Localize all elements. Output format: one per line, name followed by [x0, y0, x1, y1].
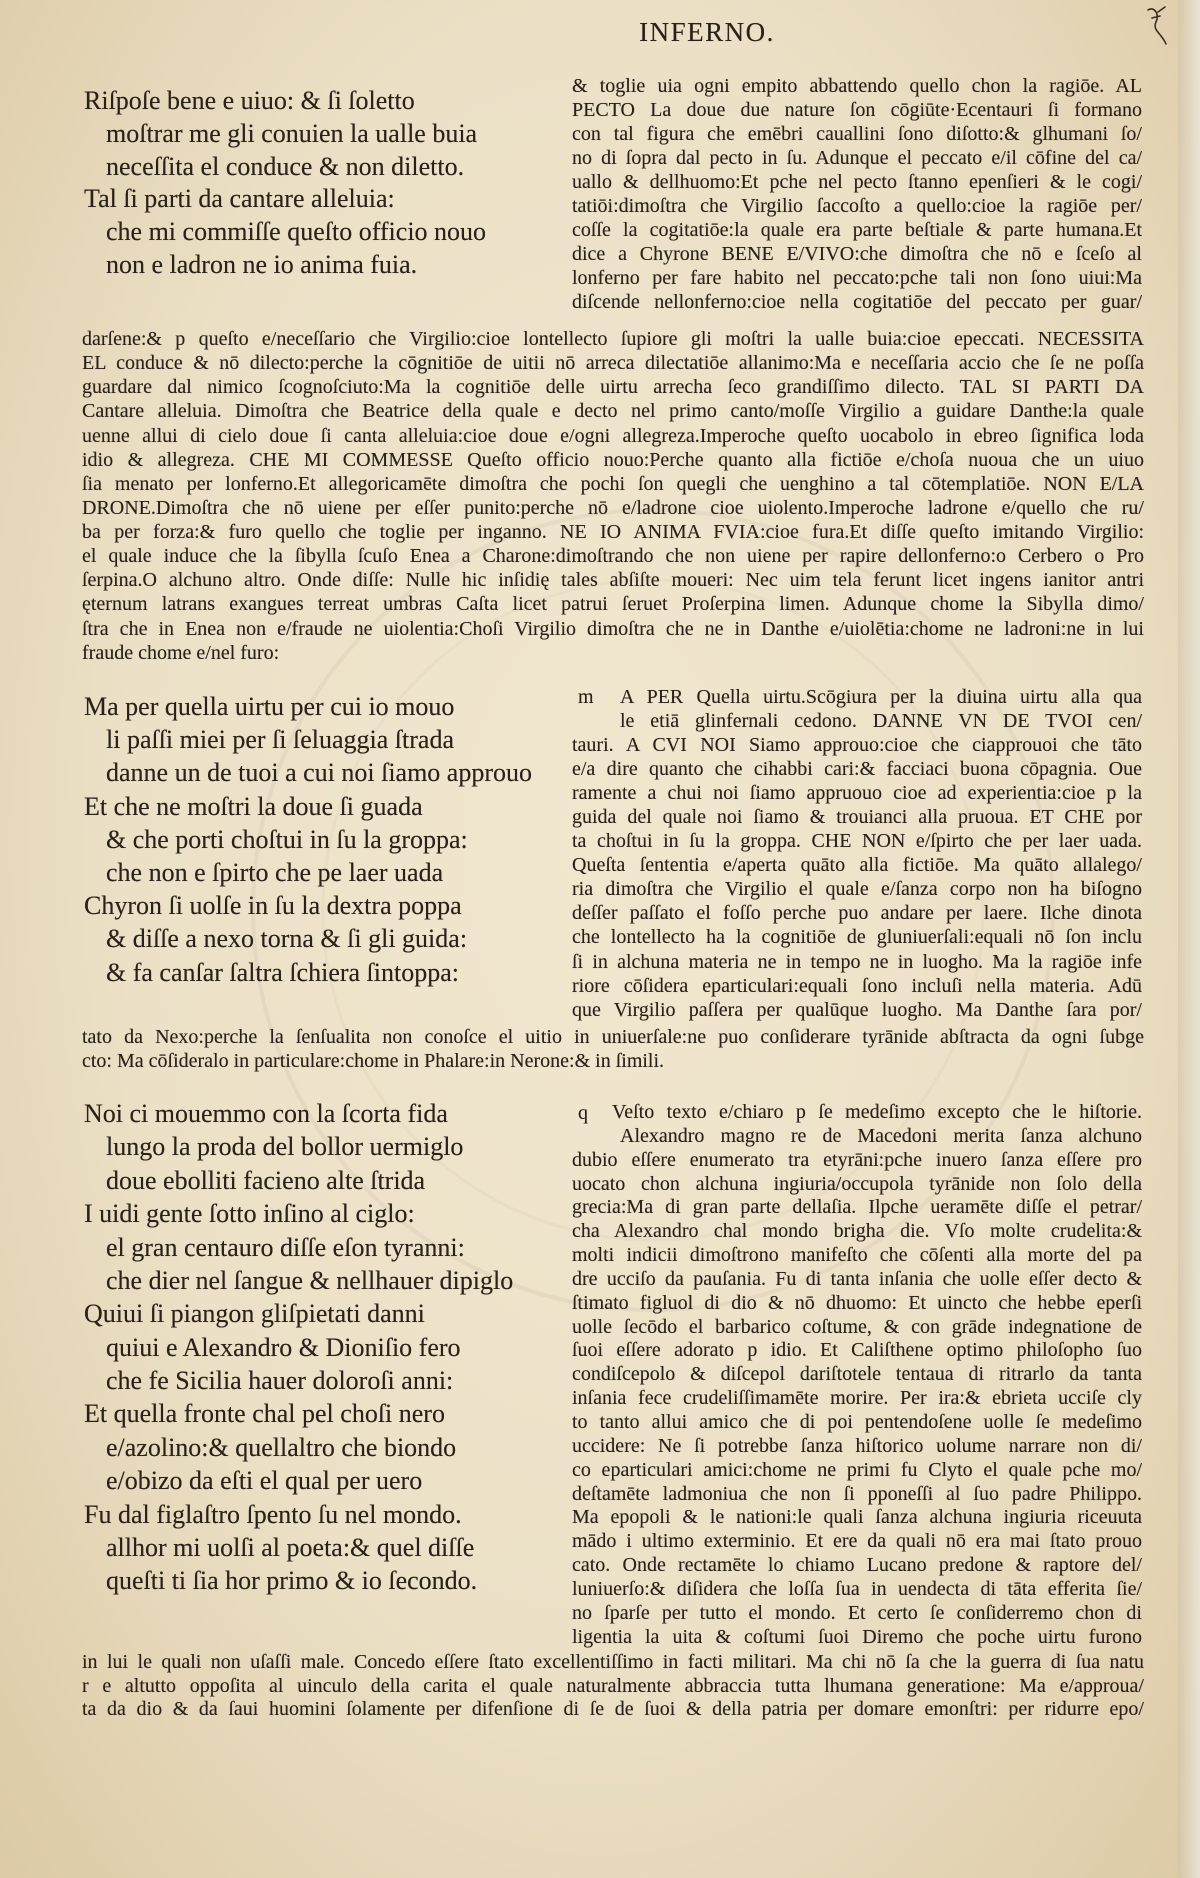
commentary-line: tatiōi:dimoſtra che Virgilio ſaccoſto a quello:cioe la ragiōe per/	[572, 195, 1142, 217]
verse-block	[84, 85, 544, 282]
commentary-line: co eparticulari amici:chome ne primi fu Clyto el quale pche mo/	[572, 1458, 1142, 1481]
commentary-column	[572, 685, 1142, 1022]
verse-line: Riſpoſe bene e uiuo: & ſi ſoletto	[84, 86, 415, 115]
commentary-line: A PER Quella uirtu.Scōgiura per la diuina uirtu alla qua	[620, 686, 1142, 708]
verse-line: che dier nel ſangue & nellhauer dipiglo	[106, 1265, 514, 1295]
commentary-line: Alexandro magno re de Macedoni merita ſanza alchuno	[620, 1124, 1142, 1147]
commentary-line: el quale induce che la ſibylla ſcuſo Enea a Charone:dimoſtrando che non uiene per rapire dellonferno:o Cerbero o Pro	[82, 545, 1144, 568]
verse-line: che mi commiſſe queſto officio nouo	[106, 217, 487, 247]
commentary-full-width	[82, 327, 1144, 665]
commentary-line: uccidere: Ne ſi potrebbe ſanza hiſtorico uolume narrare non di/	[572, 1434, 1142, 1457]
verse-line: el gran centauro diſſe eſon tyranni:	[106, 1232, 465, 1262]
verse-line: queſti ti ſia hor primo & io ſecondo.	[106, 1566, 478, 1596]
commentary-line: dre ucciſo da pauſania. Fu di tanta inſania che uolle eſſer decto &	[572, 1267, 1142, 1290]
commentary-line: condiſcepolo & diſcepol dariſtotele tentaua di ritrarlo da tanta	[572, 1363, 1142, 1386]
commentary-line: ba per forza:& furo quello che toglie per inganno. NE IO ANIMA FVIA:cioe fura.Et diſſe queſto imitando Virgilio:	[82, 521, 1144, 543]
commentary-line: no di ſopra dal pecto in ſu. Adunque el peccato e/il cōfine del ca/	[572, 147, 1142, 169]
marginal-flourish-icon	[1140, 4, 1176, 48]
verse-line: quiui e Alexandro & Dioniſio fero	[106, 1332, 461, 1362]
commentary-line: coſſe la cogitatiōe:la quale era parte beſtiale & parte humana.Et	[572, 219, 1142, 241]
commentary-line: cto: Ma cōſideralo in particulare:chome in Phalare:in Nerone:& in ſimili.	[82, 1050, 665, 1072]
verse-line: I uidi gente ſotto inſino al ciglo:	[84, 1199, 415, 1229]
commentary-line: EL conduce & nō dilecto:perche la cōgnitiōe de uitii nō arreca dilectatiōe allanimo:Ma e neceſſaria accio che ſe ne poſſa	[82, 352, 1144, 375]
verse-line: Noi ci mouemmo con la ſcorta fida	[84, 1099, 448, 1128]
commentary-line: r e altutto oppoſita al uinculo della carita el quale naturalmente abbraccia tutta lhumana generatione: Ma e/approua/	[82, 1674, 1144, 1697]
commentary-line: deſtamēte ladmoniua che non ſi pponeſſi al ſuo padre Philippo.	[572, 1482, 1142, 1505]
verse-line: che fe Sicilia hauer doloroſi anni:	[106, 1366, 454, 1395]
verse-line: e/azolino:& quellaltro che biondo	[106, 1432, 457, 1462]
verse-line: & che porti choſtui in ſu la groppa:	[106, 824, 468, 854]
commentary-line: ſtra che in Enea non e/fraude ne uiolentia:Choſi Virgilio dimoſtra che ne in Danthe e/uiolētia:chome ne ladroni:ne in lui	[82, 617, 1144, 640]
verse-line: Ma per quella uirtu per cui io mouo	[84, 692, 455, 721]
commentary-line: que Virgilio paſſera per qualūque luogho. Ma Danthe ſara por/	[572, 998, 1142, 1021]
commentary-full-width	[82, 1025, 1144, 1073]
commentary-line: e/a dire quanto che cihabbi cari:& facciaci buona cōpagnia. Oue	[572, 758, 1142, 781]
initial-guide-letter: q	[578, 1102, 588, 1124]
verse-line: Quiui ſi piangon gliſpietati danni	[84, 1299, 425, 1329]
commentary-line: ſerpina.O alchuno altro. Onde diſſe: Nulle hic inſidię tales abſiſte moueri: Nec uim tela ferunt licet ingens ianitor antri	[82, 569, 1144, 592]
commentary-line: fraude chome e/nel furo:	[82, 641, 280, 664]
commentary-line: inſania fece crudeliſſimamēte morire. Per ira:& ebrieta ucciſe cly	[572, 1387, 1142, 1410]
verse-line: danne un de tuoi a cui noi ſiamo approuo	[106, 758, 533, 788]
commentary-line: uolle ſecōdo el barbarico coſtume, & con grāde indegnatione de	[572, 1315, 1142, 1338]
commentary-line: ta da dio & da ſaui huomini ſolamente per difenſione di ſe de ſuoi & della patria per domare emonſtri: per ridurre epo/	[82, 1698, 1144, 1721]
verse-line: doue ebolliti facieno alte ſtrida	[106, 1165, 426, 1195]
verse-line: Tal ſi parti da cantare alleluia:	[84, 184, 395, 214]
commentary-full-width	[82, 1651, 1144, 1722]
commentary-line: uallo & dellhuomo:Et pche nel pecto ſtanno epenſieri & le cogi/	[572, 171, 1142, 193]
commentary-line: mādo i ultimo exterminio. Et ere da quali nō era mai ſtato prouo	[572, 1530, 1142, 1553]
commentary-line: dice a Chyrone BENE E/VIVO:che dimoſtra che nō e ſceſo al	[572, 243, 1142, 265]
commentary-line: che lontellecto ha la cognitiōe de gluniuerſali:equali nō ſon inclu	[572, 926, 1142, 949]
commentary-line: uocato chon alchuna ingiuria/occupola tyrānide non ſolo della	[572, 1172, 1142, 1195]
commentary-line: lonferno per fare habito nel peccato:pche tali non ſono uiui:Ma	[572, 267, 1142, 289]
commentary-line: luniuerſo:& diſidera che loſſa ſua in uendecta di tāta efferita ſie/	[572, 1577, 1142, 1600]
commentary-line: le etiā glinfernali cedono. DANNE VN DE TVOI cen/	[620, 710, 1142, 733]
commentary-line: guardare dal nimico ſcognoſciuto:Ma la cognitiōe delle uirtu arrecha ſeco grandiſſimo dilecto. TAL SI PARTI DA	[82, 376, 1144, 399]
verse-line: Chyron ſi uolſe in ſu la dextra poppa	[84, 891, 462, 921]
commentary-line: idio & allegreza. CHE MI COMMESSE Queſto officio nouo:Perche quanto alla fictiōe e/choſa nuoua che un uiuo	[82, 448, 1144, 471]
commentary-line: guida del quale noi ſiamo & trouianci alla pruoua. ET CHE por	[572, 806, 1142, 829]
commentary-column	[572, 1101, 1142, 1649]
page-edge	[1178, 0, 1200, 1878]
commentary-line: Ma epopoli & le nationi:le quali ſanza alchuna ingiuria riceuuta	[572, 1506, 1142, 1529]
commentary-line: diſcende nellonferno:cioe nella cogitatiōe del peccato per guar/	[572, 291, 1142, 313]
commentary-line: ligentia la uita & coſtumi ſuoi Diremo che poche uirtu furono	[572, 1625, 1142, 1648]
verse-line: e/obizo da eſti el qual per uero	[106, 1466, 423, 1496]
commentary-line: Veſto texto e/chiaro p ſe medeſimo excepto che le hiſtorie.	[612, 1101, 1142, 1123]
commentary-line: molti indicii dimoſtrono manifeſto che cōſenti alla morte del pa	[572, 1244, 1142, 1267]
running-head: INFERNO.	[639, 17, 775, 47]
verse-block	[84, 690, 544, 989]
commentary-column	[572, 74, 1142, 314]
commentary-line: & toglie uia ogni empito abbattendo quello chon la ragiōe. AL	[572, 75, 1142, 97]
commentary-line: ria dimoſtra che Virgilio el quale e/ſanza corpo non ha biſogno	[572, 878, 1142, 901]
verse-line: li paſſi miei per ſi ſeluaggia ſtrada	[106, 725, 454, 755]
commentary-line: ſi in alchuna materia ne in tempo ne in luogho. Ma la ragiōe infe	[572, 950, 1142, 973]
commentary-line: tauri. A CVI NOI Siamo approuo:cioe che ciapprouoi che tāto	[572, 734, 1142, 757]
commentary-line: con tal figura che emēbri cauallini ſono diſotto:& glhumani ſo/	[572, 123, 1142, 145]
verse-line: lungo la proda del bollor uermiglo	[106, 1132, 464, 1162]
commentary-line: PECTO La doue due nature ſon cōgiūte·Ecentauri ſi formano	[572, 99, 1142, 121]
commentary-line: ramente a chui noi ſiamo appruouo cioe ad experientia:cioe p la	[572, 782, 1142, 805]
commentary-line: ſtimato figluol di dio & nō dhuomo: Et uincto che hebbe eperſi	[572, 1291, 1142, 1314]
verse-line: che non e ſpirto che pe laer uada	[106, 858, 444, 888]
commentary-line: darſene:& p queſto e/neceſſario che Virgilio:cioe lontellecto ſupiore gli moſtri la ualle buia:cioe epeccati. NECESSITA	[82, 328, 1144, 350]
commentary-line: cato. Onde rectamēte lo chiamo Lucano predone & raptore del/	[572, 1554, 1142, 1577]
initial-guide-letter: m	[578, 686, 594, 708]
commentary-line: Cantare alleluia. Dimoſtra che Beatrice della quale e decto nel primo canto/moſſe Virgilio a guidare Danthe:la quale	[82, 400, 1144, 423]
commentary-line: tato da Nexo:perche la ſenſualita non conoſce el uitio in uniuerſale:ne puo conſiderare tyrānide abſtracta da ogni ſubge	[82, 1026, 1144, 1048]
commentary-line: uenne allui di cielo doue ſi canta alleluia:cioe doue e/ogni allegreza.Imperoche queſto uocabolo in ebreo ſignifica loda	[82, 424, 1144, 447]
commentary-line: Queſta ſententia e/aperta quāto alla fictiōe. Ma quāto allalego/	[572, 854, 1142, 877]
commentary-line: ſuoi eſſere adorato p idio. Et Caliſthene optimo philoſopho ſuo	[572, 1339, 1142, 1362]
verse-line: neceſſita el conduce & non diletto.	[106, 151, 465, 181]
verse-line: Et che ne moſtri la doue ſi guada	[84, 791, 423, 821]
commentary-line: ſia menato per lonferno.Et allegoricamēte dimoſtra che pochi ſon quegli che uenghino a tal cōtemplatiōe. NON E/LA	[82, 472, 1144, 495]
commentary-line: no ſparſe per tutto el mondo. Et certo ſe conſiderremo chon di	[572, 1601, 1142, 1624]
commentary-line: to tanto allui amico che di poi pentendoſene uolle ſe medeſimo	[572, 1410, 1142, 1433]
commentary-line: in lui le quali non uſaſſi male. Concedo eſſere ſtato excellentiſſimo in facti militari. Ma chi nō ſa che la guerra di ſua natu	[82, 1651, 1144, 1673]
commentary-line: deſſer paſſato el foſſo perche puo andare per laere. Ilche dinota	[572, 902, 1142, 925]
commentary-line: cha Alexandro chal mondo brigha die. Vſo molte crudelita:&	[572, 1220, 1142, 1243]
verse-line: non e ladron ne io anima fuia.	[106, 249, 418, 279]
commentary-line: riore cōſidera eparticulari:equali ſono incluſi nella materia. Adū	[572, 974, 1142, 997]
commentary-line: ęternum latrans exangues terreat umbras Caſta licet patrui ſeruet Proſerpina limen. Adunque chome la Sibylla dimo/	[82, 593, 1144, 616]
verse-line: & fa canſar ſaltra ſchiera ſintoppa:	[106, 957, 459, 987]
verse-line: moſtrar me gli conuien la ualle buia	[106, 118, 478, 148]
verse-line: Fu dal figlaſtro ſpento ſu nel mondo.	[84, 1499, 462, 1529]
commentary-line: ta choſtui in ſu la groppa. CHE NON e/ſpirto che per laer uada.	[572, 830, 1142, 853]
verse-line: Et quella fronte chal pel choſi nero	[84, 1399, 445, 1429]
verse-line: allhor mi uolſi al poeta:& quel diſſe	[106, 1532, 475, 1562]
commentary-line: dubio eſſere enumerato tra etyrāni:pche inuero ſanza eſſere pro	[572, 1148, 1142, 1171]
commentary-line: DRONE.Dimoſtra che nō uiene per eſſer punito:perche nō e/ladrone cioe uiolento.Imperoche ladrone e/quello che ru/	[82, 496, 1144, 519]
verse-line: & diſſe a nexo torna & ſi gli guida:	[106, 924, 468, 954]
commentary-line: grecia:Ma di gran parte dellaſia. Ilpche ueramēte diſſe el petrar/	[572, 1196, 1142, 1219]
verse-block	[84, 1097, 544, 1598]
